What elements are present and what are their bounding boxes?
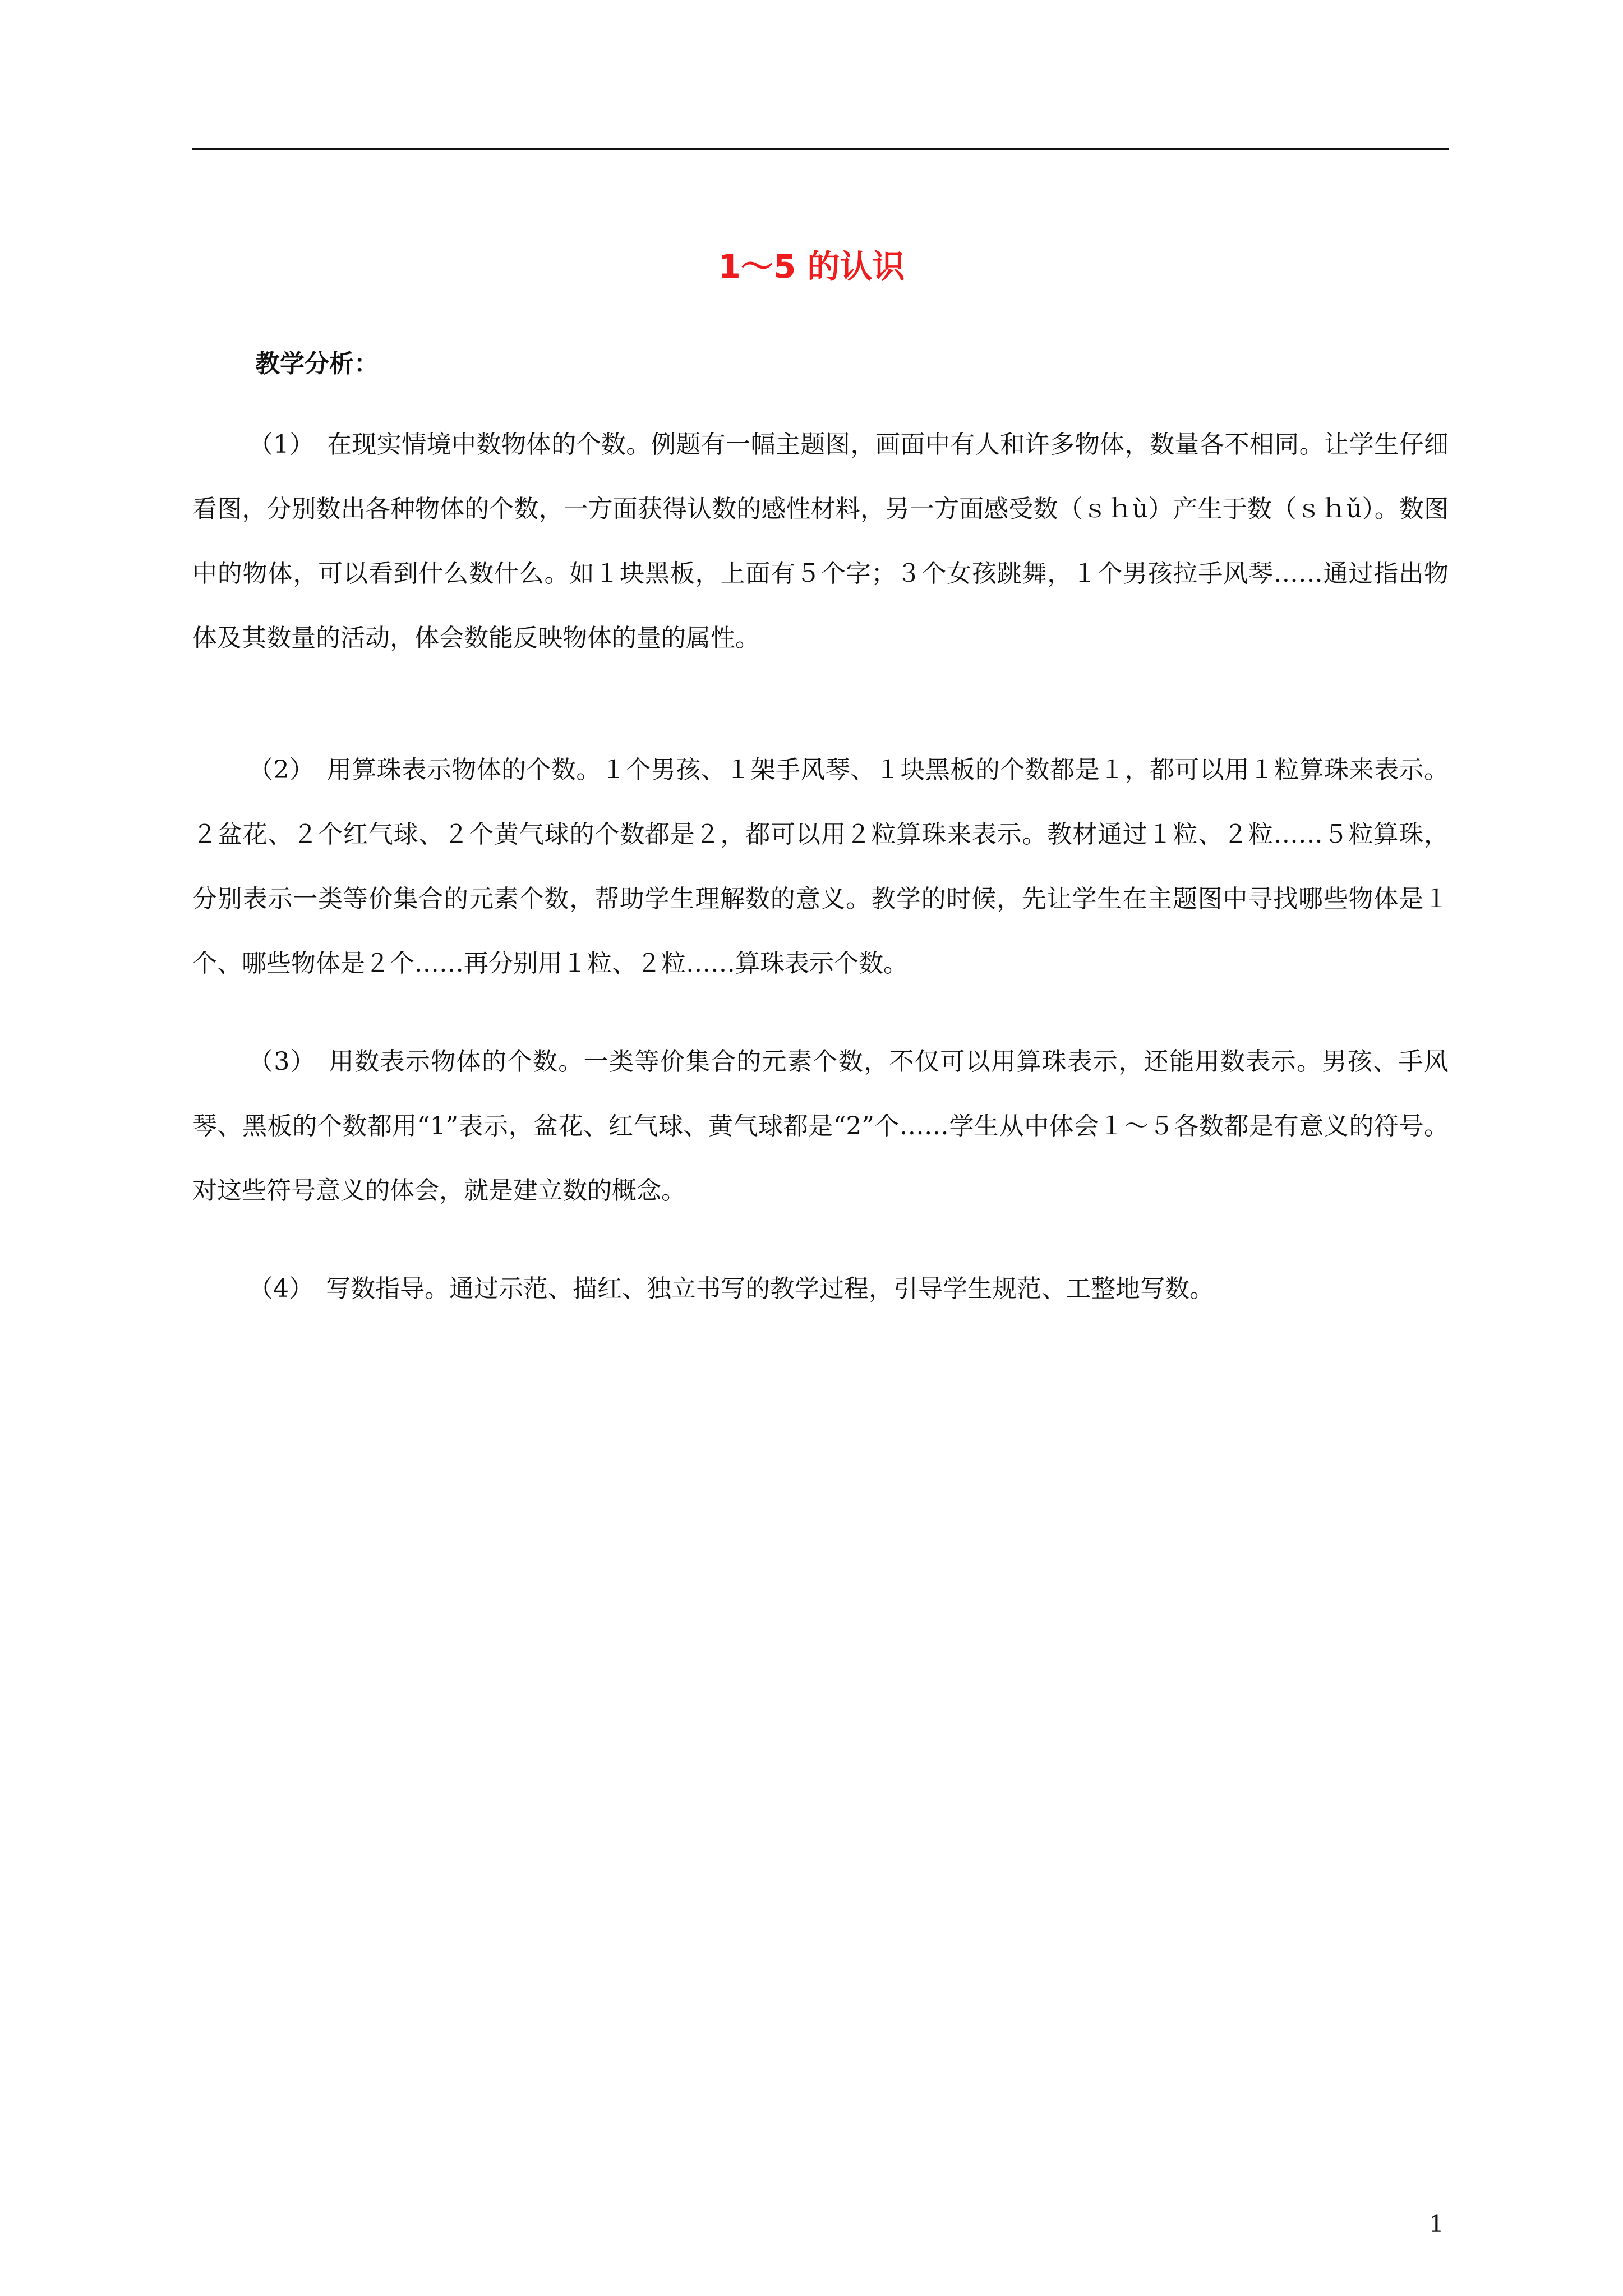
paragraph-3: （3） 用数表示物体的个数。一类等价集合的元素个数，不仅可以用算珠表示，还能用数表示。男孩、手风琴、黑板的个数都用“1”表示，盆花、红气球、黄气球都是“2”个……学生从中体会１～５各数都是有意义的符号。对这些符号意义的体会，就是建立数的概念。 (192, 1047, 1449, 1205)
page-number: 1 (1429, 2210, 1444, 2238)
page-title: 1～5 的认识 (718, 247, 905, 286)
section-heading: 教学分析： (255, 349, 379, 378)
header-rule (192, 148, 1449, 150)
paragraph-4: （4） 写数指导。通过示范、描红、独立书写的教学过程，引导学生规范、工整地写数。 (248, 1274, 1214, 1303)
paragraph-1: （1） 在现实情境中数物体的个数。例题有一幅主题图，画面中有人和许多物体，数量各不相同。让学生仔细看图，分别数出各种物体的个数，一方面获得认数的感性材料，另一方面感受数（ｓｈù）产生于数（ｓｈǔ）。数图中的物体，可以看到什么数什么。如１块黑板，上面有５个字；３个女孩跳舞，１个男孩拉手风琴……通过指出物体及其数量的活动，体会数能反映物体的量的属性。 (192, 430, 1449, 652)
paragraph-2: （2） 用算珠表示物体的个数。１个男孩、１架手风琴、１块黑板的个数都是１，都可以用１粒算珠来表示。２盆花、２个红气球、２个黄气球的个数都是２，都可以用２粒算珠来表示。教材通过１粒、２粒……５粒算珠，分别表示一类等价集合的元素个数，帮助学生理解数的意义。教学的时候，先让学生在主题图中寻找哪些物体是１个、哪些物体是２个……再分别用１粒、２粒……算珠表示个数。 (192, 756, 1449, 978)
